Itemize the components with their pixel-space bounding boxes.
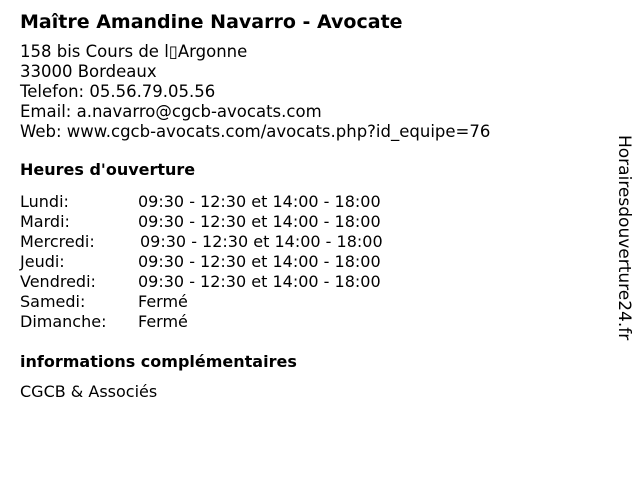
site-brand-text: Horairesdouverture24.fr	[614, 135, 634, 341]
day-label: Vendredi:	[20, 272, 96, 291]
time-value: Fermé	[138, 292, 188, 311]
day-label: Mardi:	[20, 212, 70, 231]
time-value: 09:30 - 12:30 et 14:00 - 18:00	[138, 272, 381, 291]
day-label: Jeudi:	[20, 252, 65, 271]
address-line-2: 33000 Bordeaux	[20, 62, 157, 81]
hours-row-wednesday	[20, 232, 600, 252]
day-label: Samedi:	[20, 292, 86, 311]
web-text: Web: www.cgcb-avocats.com/avocats.php?id_equipe=76	[20, 122, 491, 141]
time-value: 09:30 - 12:30 et 14:00 - 18:00	[138, 192, 381, 211]
email-text: Email: a.navarro@cgcb-avocats.com	[20, 102, 322, 121]
hours-table	[20, 192, 600, 332]
hours-row-saturday	[20, 292, 600, 312]
business-card	[20, 10, 600, 402]
day-label: Mercredi:	[20, 232, 95, 251]
day-label: Dimanche:	[20, 312, 107, 331]
hours-row-sunday	[20, 312, 600, 332]
business-title: Maître Amandine Navarro - Avocate	[20, 11, 403, 33]
hours-row-tuesday	[20, 212, 600, 232]
contact-block	[20, 42, 600, 142]
time-value: 09:30 - 12:30 et 14:00 - 18:00	[140, 232, 383, 251]
phone-text: Telefon: 05.56.79.05.56	[20, 82, 216, 101]
hours-row-thursday	[20, 252, 600, 272]
time-value: Fermé	[138, 312, 188, 331]
day-label: Lundi:	[20, 192, 69, 211]
hours-heading: Heures d'ouverture	[20, 160, 196, 179]
address-line-1: 158 bis Cours de l▯Argonne	[20, 42, 248, 61]
hours-row-friday	[20, 272, 600, 292]
time-value: 09:30 - 12:30 et 14:00 - 18:00	[138, 212, 381, 231]
info-text: CGCB & Associés	[20, 382, 158, 401]
hours-row-monday	[20, 192, 600, 212]
time-value: 09:30 - 12:30 et 14:00 - 18:00	[138, 252, 381, 271]
info-heading: informations complémentaires	[20, 352, 297, 371]
